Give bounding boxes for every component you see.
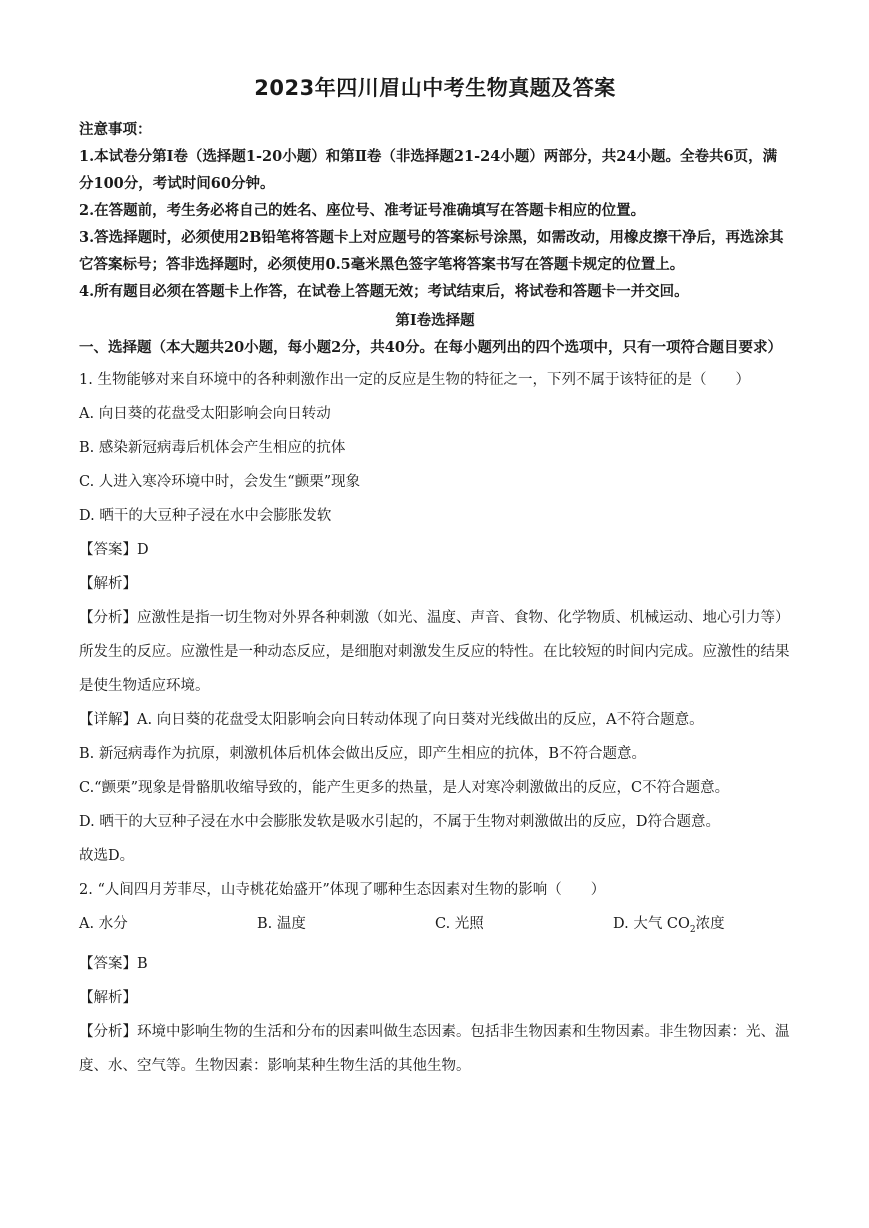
q2-option-c: C. 光照	[435, 916, 484, 932]
q2-option-a: A. 水分	[79, 916, 128, 932]
q2-options	[79, 907, 791, 947]
q1-option-d: D. 晒干的大豆种子浸在水中会膨胀发软	[79, 508, 332, 524]
q1-option-a: A. 向日葵的花盘受太阳影响会向日转动	[79, 406, 331, 422]
question-1	[79, 363, 791, 873]
section-title: 第Ⅰ卷选择题	[395, 312, 475, 329]
part-title: 一、选择题（本大题共20小题，每小题2分，共40分。在每小题列出的四个选项中，只有一项符合题目要求）	[79, 339, 782, 356]
question-2	[79, 873, 791, 1083]
notes-heading: 注意事项：	[79, 121, 152, 138]
note-item-2: 2.在答题前，考生务必将自己的姓名、座位号、准考证号准确填写在答题卡相应的位置。	[79, 202, 646, 219]
q2-stem: 2. “人间四月芳菲尽，山寺桃花始盛开”体现了哪种生态因素对生物的影响（ ）	[79, 882, 606, 898]
note-item-4: 4.所有题目必须在答题卡上作答，在试卷上答题无效；考试结束后，将试卷和答题卡一并交回。	[79, 283, 689, 300]
document-page	[79, 72, 791, 1083]
notes-block	[79, 116, 791, 305]
q2-answer: 【答案】B	[79, 955, 148, 972]
q1-analysis: 【分析】应激性是指一切生物对外界各种刺激（如光、温度、声音、食物、化学物质、机械运动、地心引力等）所发生的反应。应激性是一种动态反应，是细胞对刺激发生反应的特性。在比较短的时间内完成。应激性的结果是使生物适应环境。	[79, 610, 790, 694]
q1-option-c: C. 人进入寒冷环境中时，会发生“颤栗”现象	[79, 474, 361, 490]
page-title: 2023年四川眉山中考生物真题及答案	[254, 76, 616, 100]
q1-stem: 1. 生物能够对来自环境中的各种刺激作出一定的反应是生物的特征之一，下列不属于该特征的是（ ）	[79, 372, 750, 388]
q1-conclusion: 故选D。	[79, 848, 135, 864]
q2-analysis: 【分析】环境中影响生物的生活和分布的因素叫做生态因素。包括非生物因素和生物因素。非生物因素：光、温度、水、空气等。生物因素：影响某种生物生活的其他生物。	[79, 1023, 790, 1074]
note-item-1: 1.本试卷分第Ⅰ卷（选择题1-20小题）和第Ⅱ卷（非选择题21-24小题）两部分，共24小题。全卷共6页，满分100分，考试时间60分钟。	[79, 148, 778, 192]
q2-option-d-prefix: D. 大气 CO	[613, 916, 690, 932]
q2-option-d-subscript: 2	[689, 924, 696, 935]
q2-analysis-label: 【解析】	[79, 989, 137, 1006]
note-item-3: 3.答选择题时，必须使用2B铅笔将答题卡上对应题号的答案标号涂黑，如需改动，用橡皮擦干净后，再选涂其它答案标号；答非选择题时，必须使用0.5毫米黑色签字笔将答案书写在答题卡规定的位置上。	[79, 229, 784, 273]
q2-option-d	[613, 907, 725, 947]
q1-detail-d: D. 晒干的大豆种子浸在水中会膨胀发软是吸水引起的，不属于生物对刺激做出的反应，D符合题意。	[79, 814, 720, 830]
q1-detail-a: 【详解】A. 向日葵的花盘受太阳影响会向日转动体现了向日葵对光线做出的反应，A不符合题意。	[79, 712, 704, 728]
q1-option-b: B. 感染新冠病毒后机体会产生相应的抗体	[79, 440, 346, 456]
q2-option-d-suffix: 浓度	[695, 916, 725, 932]
q1-answer: 【答案】D	[79, 542, 149, 558]
q2-option-b: B. 温度	[257, 916, 306, 932]
q1-analysis-label: 【解析】	[79, 576, 137, 592]
q1-detail-b: B. 新冠病毒作为抗原，刺激机体后机体会做出反应，即产生相应的抗体，B不符合题意。	[79, 746, 647, 762]
q1-detail-c: C.“颤栗”现象是骨骼肌收缩导致的，能产生更多的热量，是人对寒冷刺激做出的反应，C不符合题意。	[79, 780, 730, 796]
